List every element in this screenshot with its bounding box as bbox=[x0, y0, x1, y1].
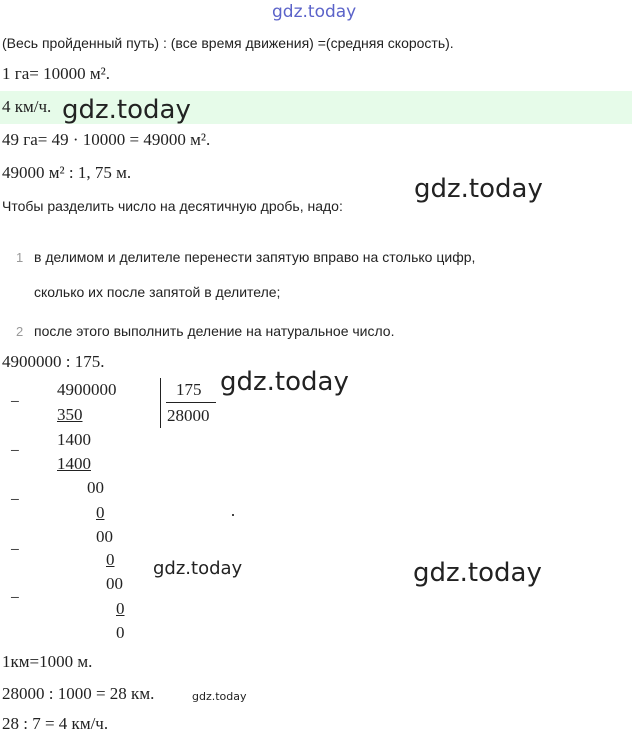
subtrahend: 0 bbox=[96, 503, 105, 522]
watermark-3: gdz.today bbox=[220, 367, 349, 397]
watermark-top: gdz.today bbox=[272, 2, 357, 22]
minus-sign: − bbox=[10, 588, 20, 607]
watermark-1: gdz.today bbox=[62, 95, 191, 125]
stray-dot bbox=[232, 514, 234, 516]
remainder: 00 bbox=[87, 478, 104, 497]
step1-text: в делимом и делителе перенести запятую вправо на столько цифр, bbox=[34, 249, 476, 265]
hectare-line: 1 га= 10000 м². bbox=[2, 64, 110, 83]
watermark-5: gdz.today bbox=[413, 558, 542, 588]
quotient: 28000 bbox=[167, 406, 210, 425]
remainder: 1400 bbox=[57, 430, 91, 449]
divisor-bar bbox=[166, 402, 216, 403]
watermark-4: gdz.today bbox=[153, 558, 243, 579]
step1-number: 1 bbox=[16, 250, 24, 265]
subtrahend: 0 bbox=[106, 550, 115, 569]
rule-intro: Чтобы разделить число на десятичную дробь, надо: bbox=[2, 198, 343, 214]
speed-given-line: 4 км/ч. bbox=[2, 97, 52, 116]
minus-sign: − bbox=[10, 441, 20, 460]
step1-text-cont: сколько их после запятой в делителе; bbox=[34, 284, 281, 300]
result-line: 28 : 7 = 4 км/ч. bbox=[2, 714, 109, 733]
area-calc-line: 49 га= 49 · 10000 = 49000 м². bbox=[2, 130, 211, 149]
division-expression: 4900000 : 175. bbox=[2, 352, 105, 371]
watermark-6: gdz.today bbox=[192, 690, 247, 703]
division-bracket bbox=[160, 378, 161, 428]
subtrahend: 350 bbox=[57, 405, 83, 424]
subtrahend: 0 bbox=[116, 599, 125, 618]
divisor: 175 bbox=[176, 380, 202, 399]
area-div-line: 49000 м² : 1, 75 м. bbox=[2, 163, 132, 182]
convert-line: 28000 : 1000 = 28 км. bbox=[2, 684, 155, 703]
remainder: 00 bbox=[106, 574, 123, 593]
step2-number: 2 bbox=[16, 324, 24, 339]
km-line: 1км=1000 м. bbox=[2, 652, 93, 671]
remainder: 00 bbox=[96, 527, 113, 546]
minus-sign: − bbox=[10, 490, 20, 509]
subtrahend: 1400 bbox=[57, 454, 91, 473]
step2-text: после этого выполнить деление на натуральное число. bbox=[34, 323, 395, 339]
dividend: 4900000 bbox=[57, 380, 117, 399]
remainder: 0 bbox=[116, 623, 125, 642]
watermark-2: gdz.today bbox=[414, 174, 543, 204]
minus-sign: − bbox=[10, 540, 20, 559]
formula-line: (Весь пройденный путь) : (все время движения) =(средняя скорость). bbox=[2, 35, 454, 51]
minus-sign: − bbox=[10, 392, 20, 411]
